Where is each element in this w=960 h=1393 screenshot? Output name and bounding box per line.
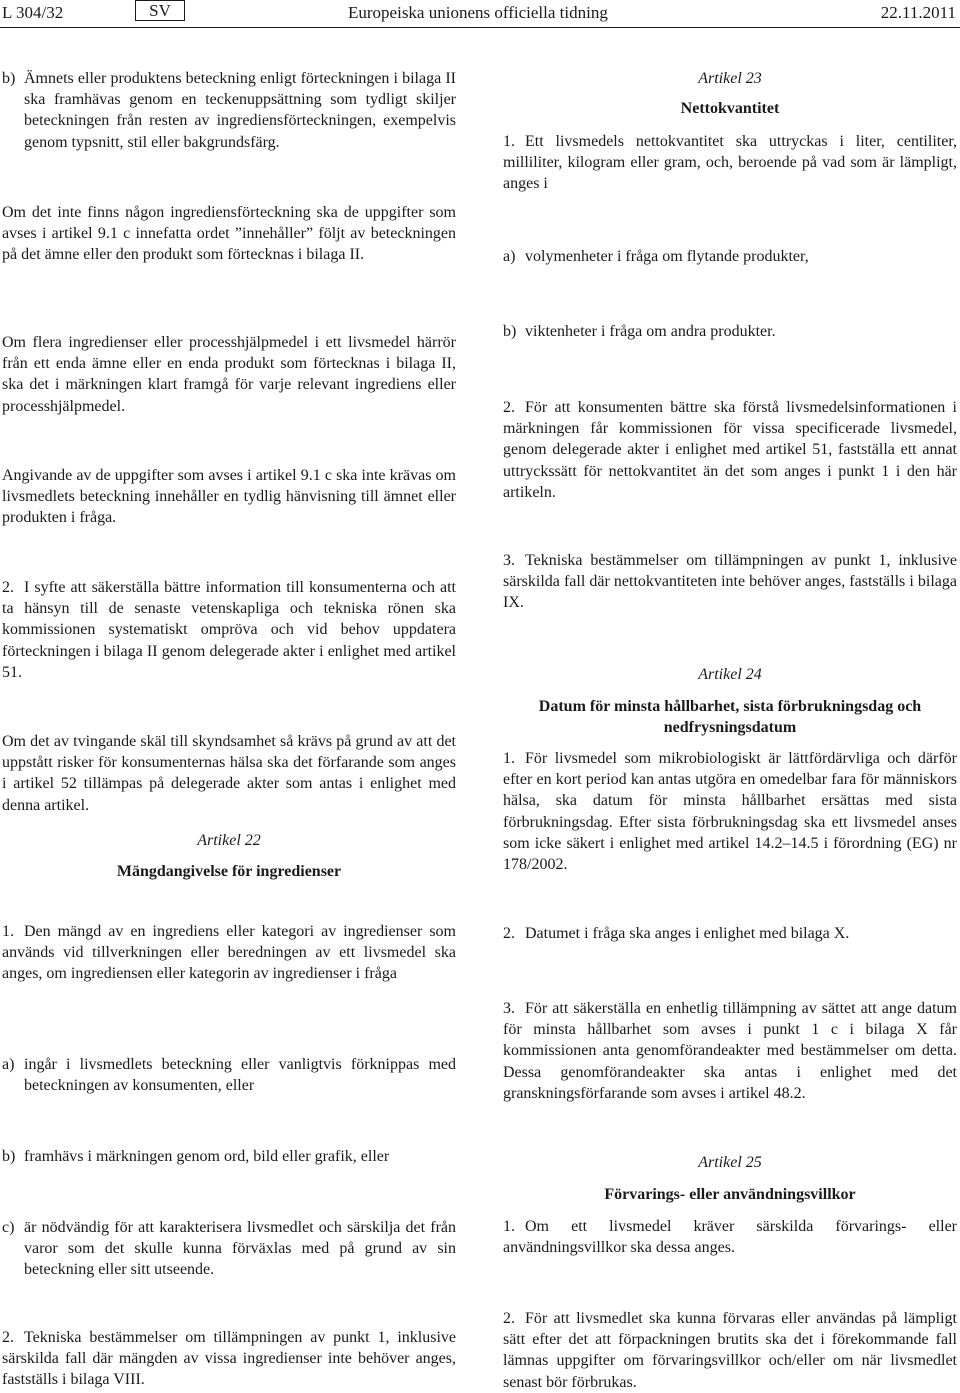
- journal-title: Europeiska unionens officiella tidning: [348, 3, 608, 22]
- item-label: a): [2, 1056, 15, 1073]
- paragraph-om-det-inte: Om det inte finns någon ingrediensförteckning ska de uppgifter som avses i artikel 9.1 c innefatta ordet ”innehåller” följt av beteckningen på det ämne eller den produkt som förtecknas i bilaga II.: [2, 204, 456, 264]
- paragraph-2-syfte: [2, 577, 456, 683]
- article-22-item-b: [2, 1146, 456, 1167]
- page-number: L 304/32: [2, 3, 64, 22]
- paragraph-text: Ett livsmedels nettokvantitet ska uttryckas i liter, centiliter, milliliter, kilogram eller gram, och, beroende på vad som är lämpligt, anges i: [503, 133, 957, 193]
- publication-date: 22.11.2011: [880, 3, 956, 22]
- paragraph-text: Tekniska bestämmelser om tillämpningen av punkt 1, inklusive särskilda fall där nettokvantiteten inte behöver anges, fastställs i bilaga IX.: [503, 552, 957, 612]
- item-text: viktenheter i fråga om andra produkter.: [525, 323, 776, 340]
- item-label: b): [2, 70, 16, 87]
- paragraph-number: 3.: [503, 552, 515, 569]
- article-23-item-b: [503, 321, 957, 342]
- paragraph-number: 2.: [503, 399, 515, 416]
- paragraph-number: 1.: [503, 1218, 515, 1235]
- paragraph-text: Tekniska bestämmelser om tillämpningen av punkt 1, inklusive särskilda fall där mängden av vissa ingredienser inte behöver anges, fastställs i bilaga VIII.: [2, 1329, 456, 1389]
- paragraph-text: För att konsumenten bättre ska förstå livsmedelsinformationen i märkningen får kommissionen för vissa specificerade livsmedel, genom delegerade akter i enlighet med artikel 51, fastställa ett annat uttryckssätt för nettokvantitet än det som anges i punkt 1 i den här artikeln.: [503, 399, 957, 501]
- paragraph-text: I syfte att säkerställa bättre information till konsumenterna och att ta hänsyn till de senaste vetenskapliga och tekniska rönen ska kommissionen systematiskt ompröva och vid behov uppdatera förteckningen i bilaga II genom delegerade akter i enlighet med artikel 51.: [2, 579, 456, 681]
- article-25-paragraph-1: [503, 1216, 957, 1258]
- item-label: b): [2, 1148, 16, 1165]
- article-24-paragraph-1: [503, 748, 957, 875]
- article-25-paragraph-2: [503, 1308, 957, 1393]
- paragraph-b-beteckning: [2, 68, 456, 153]
- article-24-label: Artikel 24: [698, 666, 762, 683]
- paragraph-om-det-av: Om det av tvingande skäl till skyndsamhet så krävs på grund av att det uppstått risker för konsumenternas hälsa ska det förfarande som anges i artikel 52 tillämpas på delegerade akter som antas i enlighet med denna artikel.: [2, 733, 456, 814]
- item-text: ingår i livsmedlets beteckning eller vanligtvis förknippas med beteckningen av konsumenten, eller: [24, 1056, 456, 1095]
- paragraph-text: För att livsmedlet ska kunna förvaras eller användas på lämpligt sätt efter det att förpackningen brutits ska det i förekommande fall lämnas uppgifter om förvaringsvillkor och/eller om när livsmedlet senast bör förbrukas.: [503, 1310, 957, 1391]
- paragraph-text: Datumet i fråga ska anges i enlighet med bilaga X.: [525, 925, 850, 942]
- article-23-label: Artikel 23: [698, 70, 762, 87]
- item-text: är nödvändig för att karakterisera livsmedlet och särskilja det från varor som det skulle kunna förväxlas med på grund av sin beteckning eller sitt utseende.: [24, 1219, 456, 1279]
- article-24-title: Datum för minsta hållbarhet, sista förbrukningsdag och nedfrysningsdatum: [538, 698, 922, 737]
- article-24-paragraph-3: [503, 998, 957, 1104]
- paragraph-number: 2.: [2, 579, 14, 596]
- item-label: c): [2, 1219, 15, 1236]
- article-25-label: Artikel 25: [698, 1154, 762, 1171]
- paragraph-number: 2.: [503, 925, 515, 942]
- item-label: b): [503, 323, 517, 340]
- article-25-title: Förvarings- eller användningsvillkor: [604, 1186, 856, 1203]
- header-rule: [0, 27, 960, 28]
- article-23-item-a: [503, 246, 957, 267]
- article-22-paragraph-2: [2, 1327, 456, 1391]
- language-badge: SV: [135, 0, 185, 21]
- paragraph-om-flera: Om flera ingredienser eller processhjälpmedel i ett livsmedel härrör från ett enda ämne eller en enda produkt som förtecknas i bilaga II, ska det i märkningen klart framgå för varje relevant ingrediens eller processhjälpmedel.: [2, 334, 456, 415]
- paragraph-number: 2.: [503, 1310, 515, 1327]
- paragraph-text: För livsmedel som mikrobiologiskt är lättfördärvliga och därför efter en kort period kan antas utgöra en omedelbar fara för människors hälsa, ska datum för minsta hållbarhet ersättas med sista förbrukningsdag. Efter sista förbrukningsdag ska ett livsmedel anses som icke säkert i enlighet med artikel 14.2–14.5 i förordning (EG) nr 178/2002.: [503, 750, 957, 874]
- item-text: Ämnets eller produktens beteckning enligt förteckningen i bilaga II ska framhävas genom en teckenuppsättning som tydligt skiljer beteckningen från resten av ingrediensförteckningen, exempelvis genom typsnitt, stil eller bakgrundsfärg.: [24, 70, 456, 151]
- article-22-item-c: [2, 1217, 456, 1281]
- paragraph-number: 2.: [2, 1329, 14, 1346]
- item-text: volymenheter i fråga om flytande produkter,: [525, 248, 809, 265]
- article-22-title: Mängdangivelse för ingredienser: [116, 863, 342, 880]
- article-22-paragraph-1: [2, 921, 456, 985]
- article-22-item-a: [2, 1054, 456, 1096]
- article-23-title: Nettokvantitet: [680, 100, 780, 117]
- paragraph-text: För att säkerställa en enhetlig tillämpning av sättet att ange datum för minsta hållbarhet som avses i punkt 1 c i bilaga X får kommissionen anta genomförandeakter med bestämmelser om detta. Dessa genomförandeakter ska antas i enlighet med det granskningsförfarande som avses i artikel 48.2.: [503, 1000, 957, 1102]
- page-header: [0, 0, 960, 26]
- article-23-paragraph-3: [503, 550, 957, 614]
- paragraph-text: Den mängd av en ingrediens eller kategori av ingredienser som används vid tillverkningen eller beredningen av ett livsmedel ska anges, om ingrediensen eller kategorin av ingredienser i fråga: [2, 923, 456, 983]
- article-23-paragraph-1: [503, 131, 957, 195]
- article-22-label: Artikel 22: [197, 832, 261, 849]
- paragraph-angivande: Angivande av de uppgifter som avses i artikel 9.1 c ska inte krävas om livsmedlets beteckning innehåller en tydlig hänvisning till ämnet eller produkten i fråga.: [2, 467, 456, 527]
- item-label: a): [503, 248, 516, 265]
- paragraph-number: 3.: [503, 1000, 515, 1017]
- item-text: framhävs i märkningen genom ord, bild eller grafik, eller: [24, 1148, 390, 1165]
- article-23-paragraph-2: [503, 397, 957, 503]
- paragraph-number: 1.: [503, 750, 515, 767]
- paragraph-text: Om ett livsmedel kräver särskilda förvarings- eller användningsvillkor ska dessa anges.: [503, 1218, 957, 1257]
- article-24-paragraph-2: [503, 923, 957, 944]
- paragraph-number: 1.: [2, 923, 14, 940]
- paragraph-number: 1.: [503, 133, 515, 150]
